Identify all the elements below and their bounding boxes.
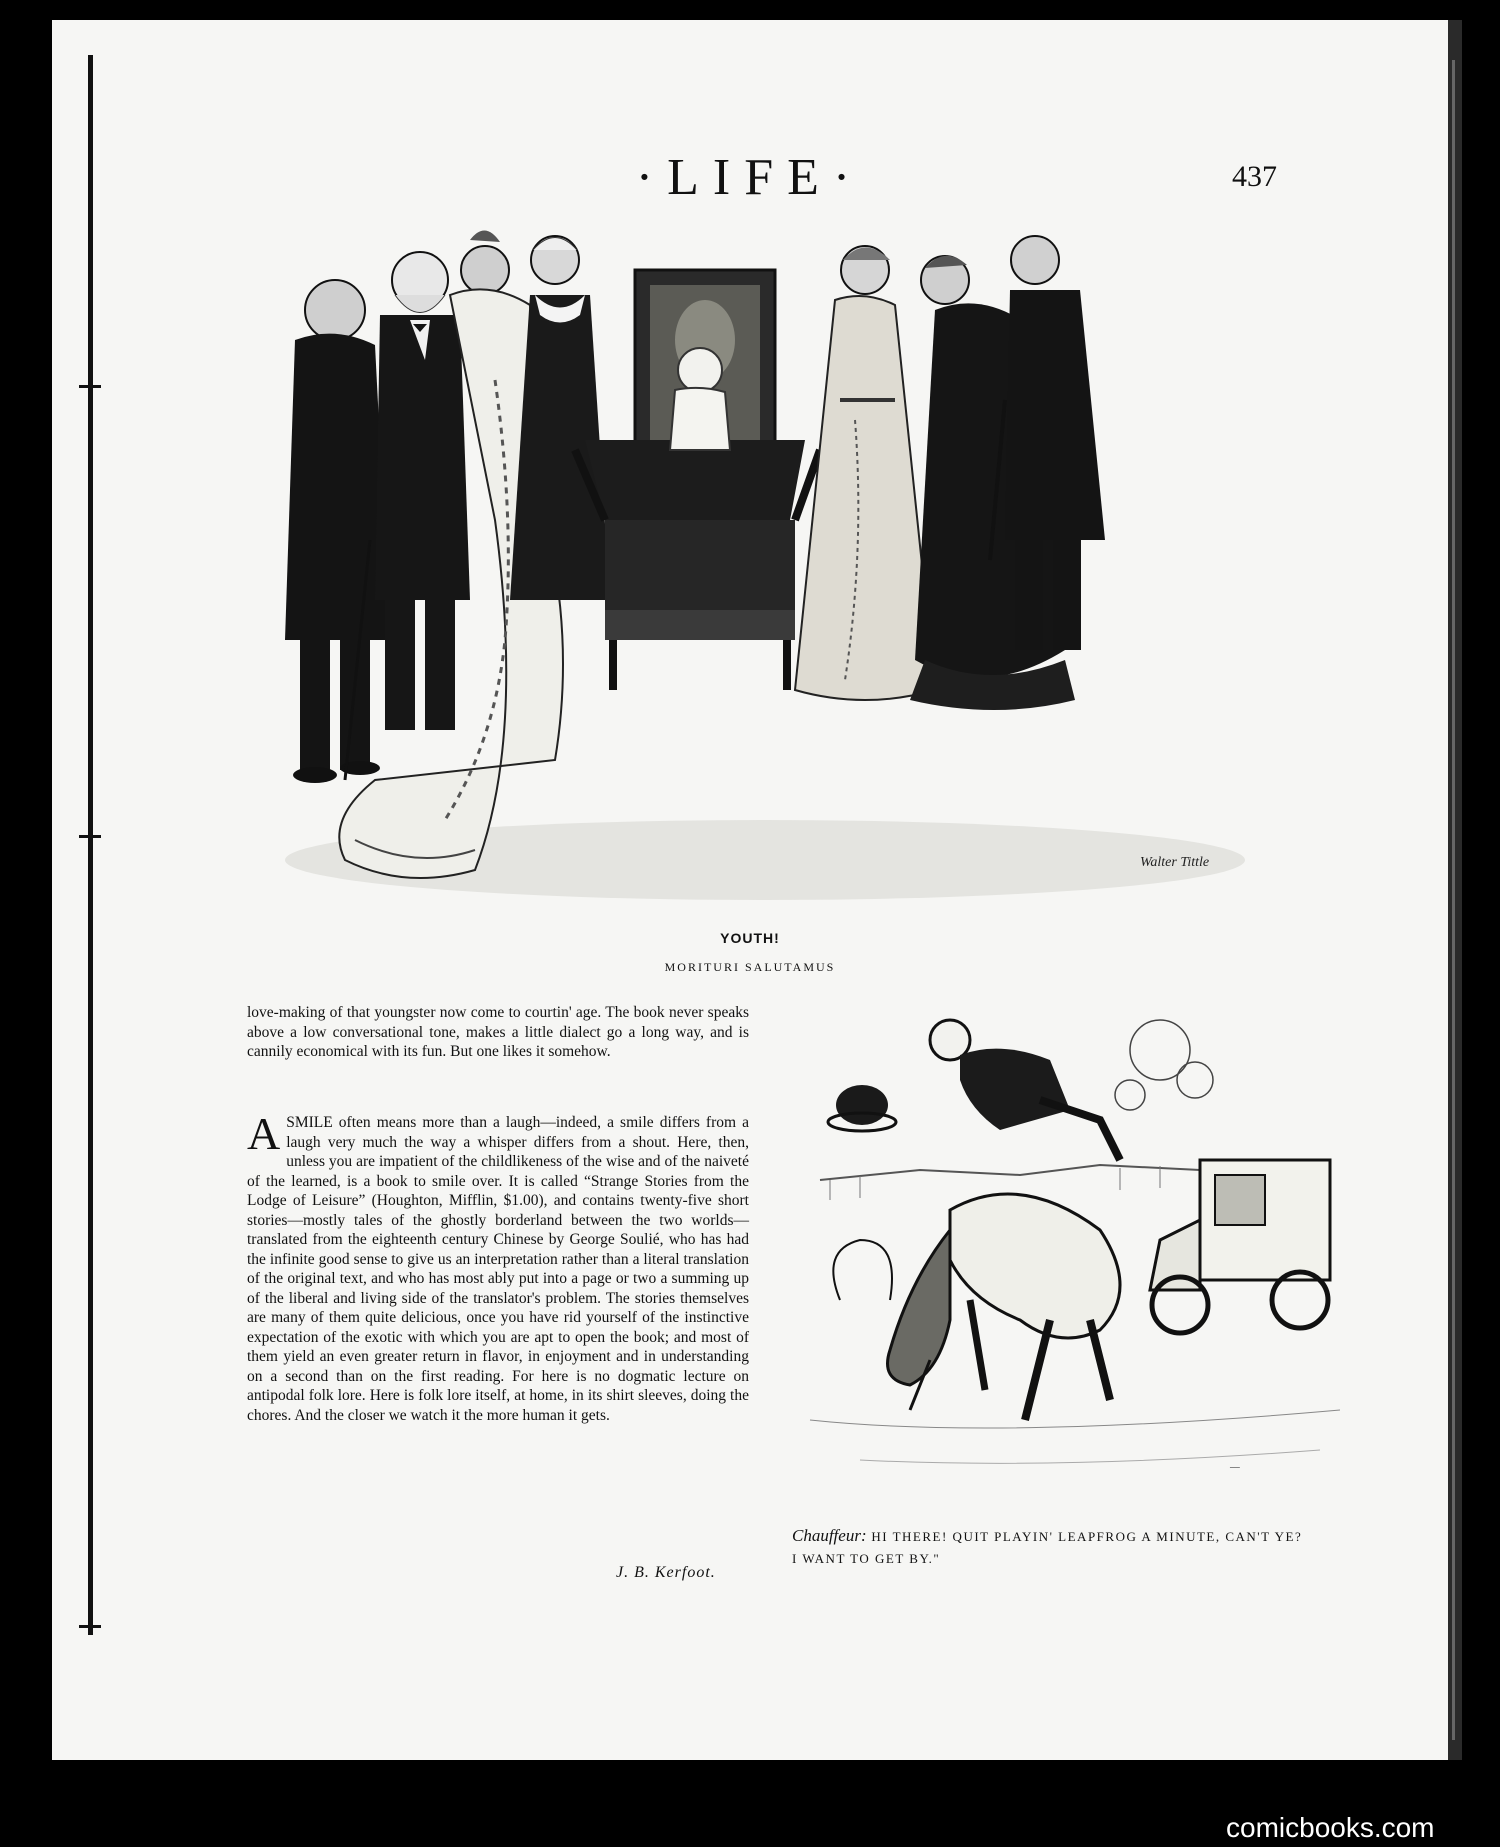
throne-chair [575, 270, 820, 690]
binding-rule [88, 55, 93, 1635]
figure-old-man [285, 280, 390, 783]
binding-tick [79, 835, 101, 838]
page-right-edge-line [1452, 60, 1455, 1740]
cartoon-caption [792, 1525, 1312, 1570]
article-paragraph [247, 1108, 749, 1425]
illustration-subtitle: MORITURI SALUTAMUS [664, 960, 836, 974]
binding-tick [79, 385, 101, 388]
page-number: 437 [1232, 160, 1277, 193]
cartoon-dialogue: HI THERE! QUIT PLAYIN' LEAPFROG A MINUTE, CAN'T YE? I WANT TO GET BY." [792, 1529, 1303, 1566]
svg-text:—: — [1230, 1461, 1240, 1473]
site-watermark: comicbooks.com [1226, 1812, 1435, 1843]
bucking-horse [888, 1194, 1121, 1420]
chauffeur-cartoon [800, 1000, 1360, 1480]
flying-hat [828, 1085, 896, 1131]
youth-illustration [245, 220, 1295, 910]
artist-signature: Walter Tittle [1140, 855, 1210, 870]
author-byline: J. B. Kerfoot. [616, 1564, 716, 1581]
drop-cap: A [247, 1108, 281, 1159]
masthead: ·LIFE· [635, 149, 865, 206]
automobile [1150, 1160, 1330, 1333]
illustration-title: YOUTH! [720, 930, 780, 946]
paragraph-text: love-making of that youngster now come to courtin' age. The book never speaks above a low conversational tone, makes a little dialect go a long way, and is cannily economical with its fun. But one likes it somehow. [247, 1004, 749, 1060]
paragraph-text: SMILE often means more than a laugh—indeed, a smile differs from a laugh very much the way a whisper differs from a shout. Here, then, unless you are impatient of the childlikeness of the wise and of the naiveté of the learned, is a book to smile over. It is called “Strange Stories from the Lodge of Leisure” (Houghton, Mifflin, $1.00), and contains twenty-five short stories—mostly tales of the ghostly borderland between the two worlds—translated from the eighteenth century Chinese by George Soulié, who has had the infinite good sense to give us an interpretation rather than a literal translation of the original text, and who has most ably put into a page or two a summing up of the liberal and living side of the translator's problem. The stories themselves are many of them quite delicious, once you have rid yourself of the instinctive expectation of the exotic with which you are apt to open the book; and most of them yield an even greater return in flavor, in enjoyment and in understanding on a second than on the first reading. For here is no dogmatic lecture on antipodal folk lore. Here is folk lore itself, at home, in its shirt sleeves, doing the chores. And the closer we watch it the more human it gets. [247, 1114, 749, 1424]
page-right-edge [1448, 20, 1462, 1760]
figure-matron [510, 236, 610, 600]
rider-figure [930, 1020, 1120, 1160]
binding-tick [79, 1625, 101, 1628]
baby-figure [670, 348, 730, 450]
cartoon-speaker: Chauffeur: [792, 1526, 867, 1545]
article-paragraph [247, 1003, 749, 1062]
